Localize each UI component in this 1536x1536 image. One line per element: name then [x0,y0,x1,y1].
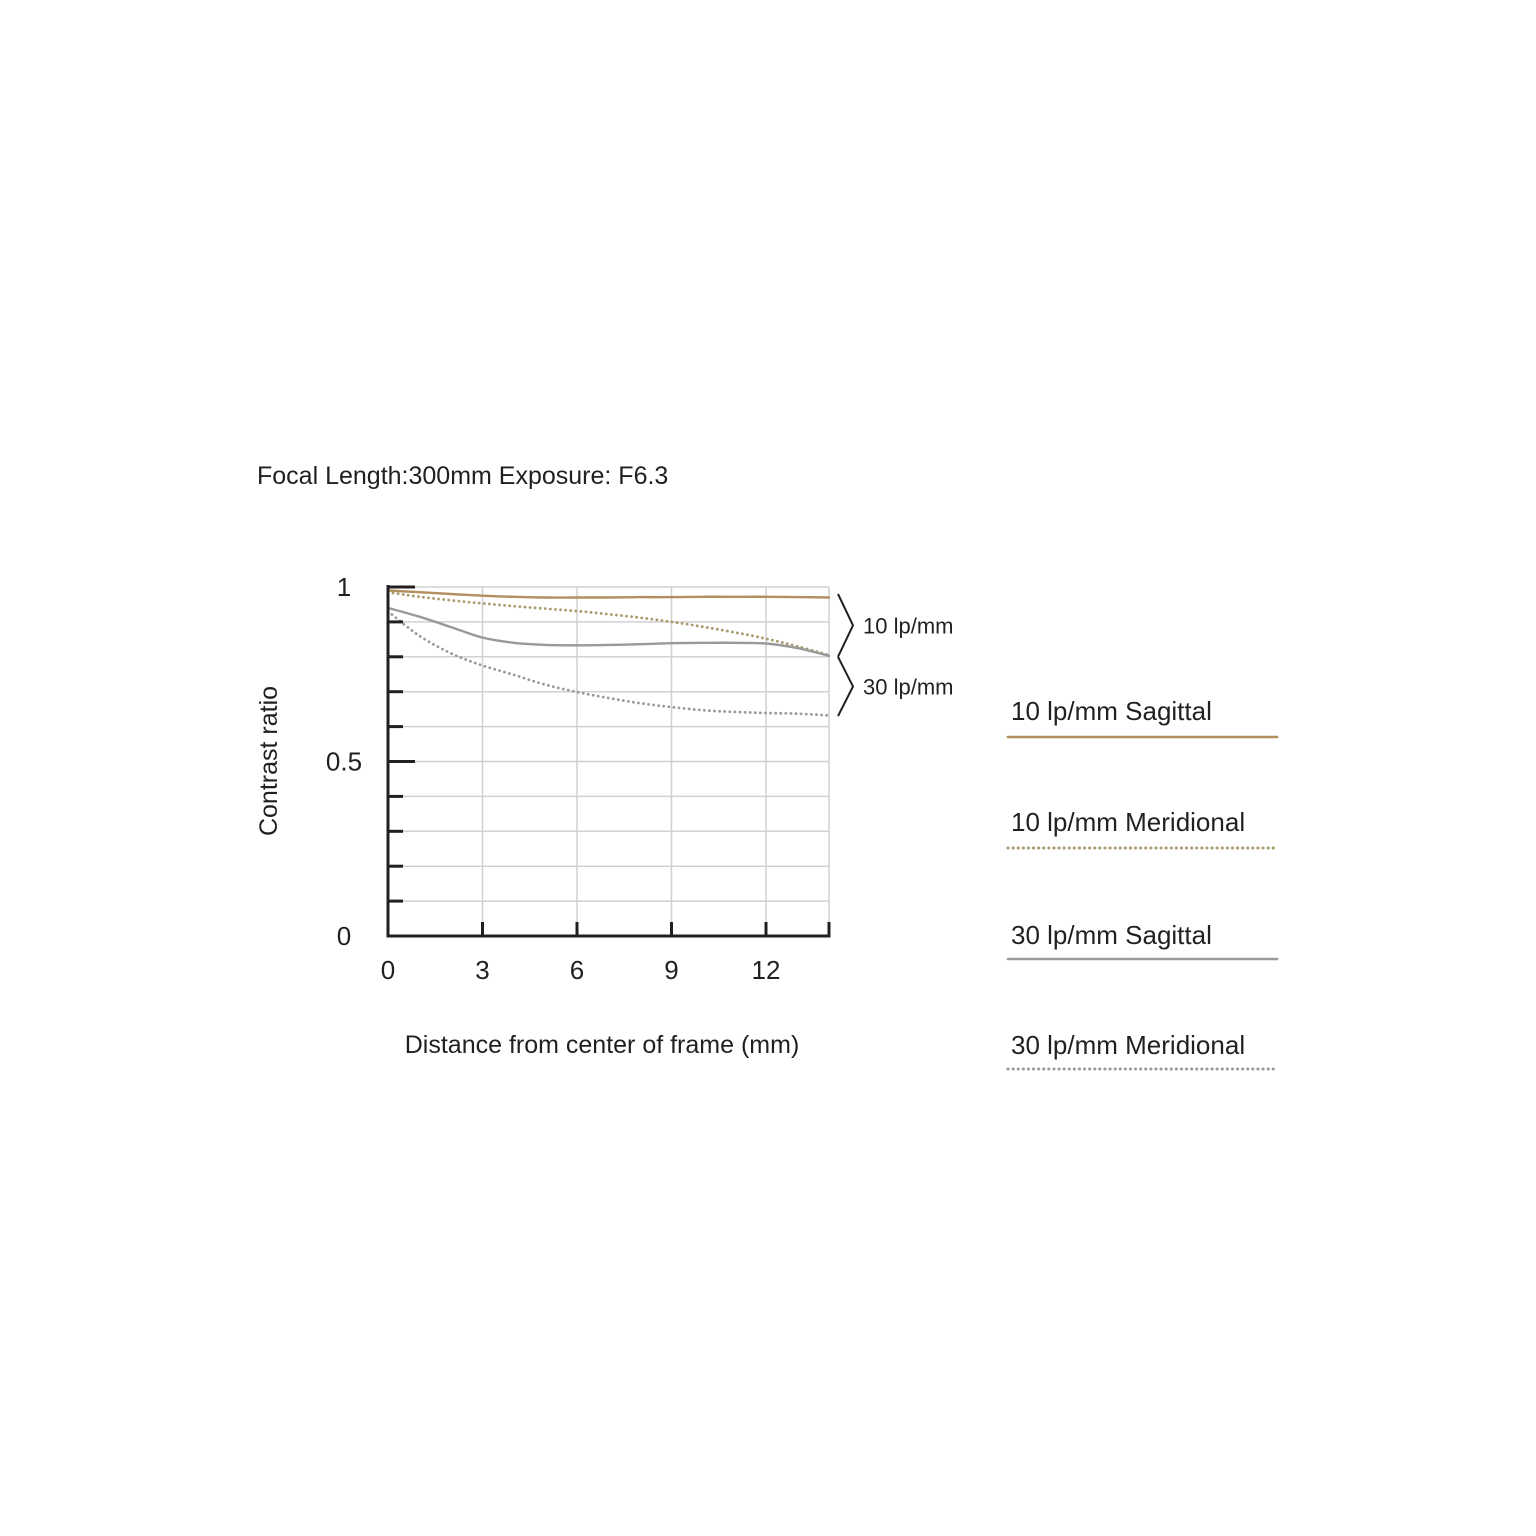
legend-label-3: 30 lp/mm Sagittal [1011,920,1212,950]
legend-label-1: 10 lp/mm Sagittal [1011,696,1212,726]
series-layer [388,591,829,716]
series-line-1 [388,591,829,598]
legend [1008,696,1277,1069]
grid [388,587,829,936]
y-tick-label: 0 [336,921,352,951]
group-brackets [838,594,953,716]
x-tick-label: 6 [569,955,585,985]
series-line-3 [388,608,829,656]
tick-labels [326,572,781,985]
legend-label-2: 10 lp/mm Meridional [1011,807,1246,837]
bracket-icon [838,657,853,716]
x-tick-label: 9 [664,955,679,985]
bracket-label: 30 lp/mm [863,674,954,700]
chart-title: Focal Length:300mm Exposure: F6.3 [257,462,669,490]
y-tick-label: 0.5 [325,746,363,777]
y-tick-label: 1 [336,572,352,602]
legend-label-4: 30 lp/mm Meridional [1011,1030,1246,1060]
x-tick-label: 12 [751,955,781,985]
x-axis-label: Distance from center of frame (mm) [404,1031,800,1059]
bracket-label: 10 lp/mm [863,613,954,639]
x-tick-label: 0 [380,955,396,985]
x-tick-label: 3 [475,955,490,985]
y-axis-label: Contrast ratio [255,685,283,837]
bracket-icon [838,594,853,657]
